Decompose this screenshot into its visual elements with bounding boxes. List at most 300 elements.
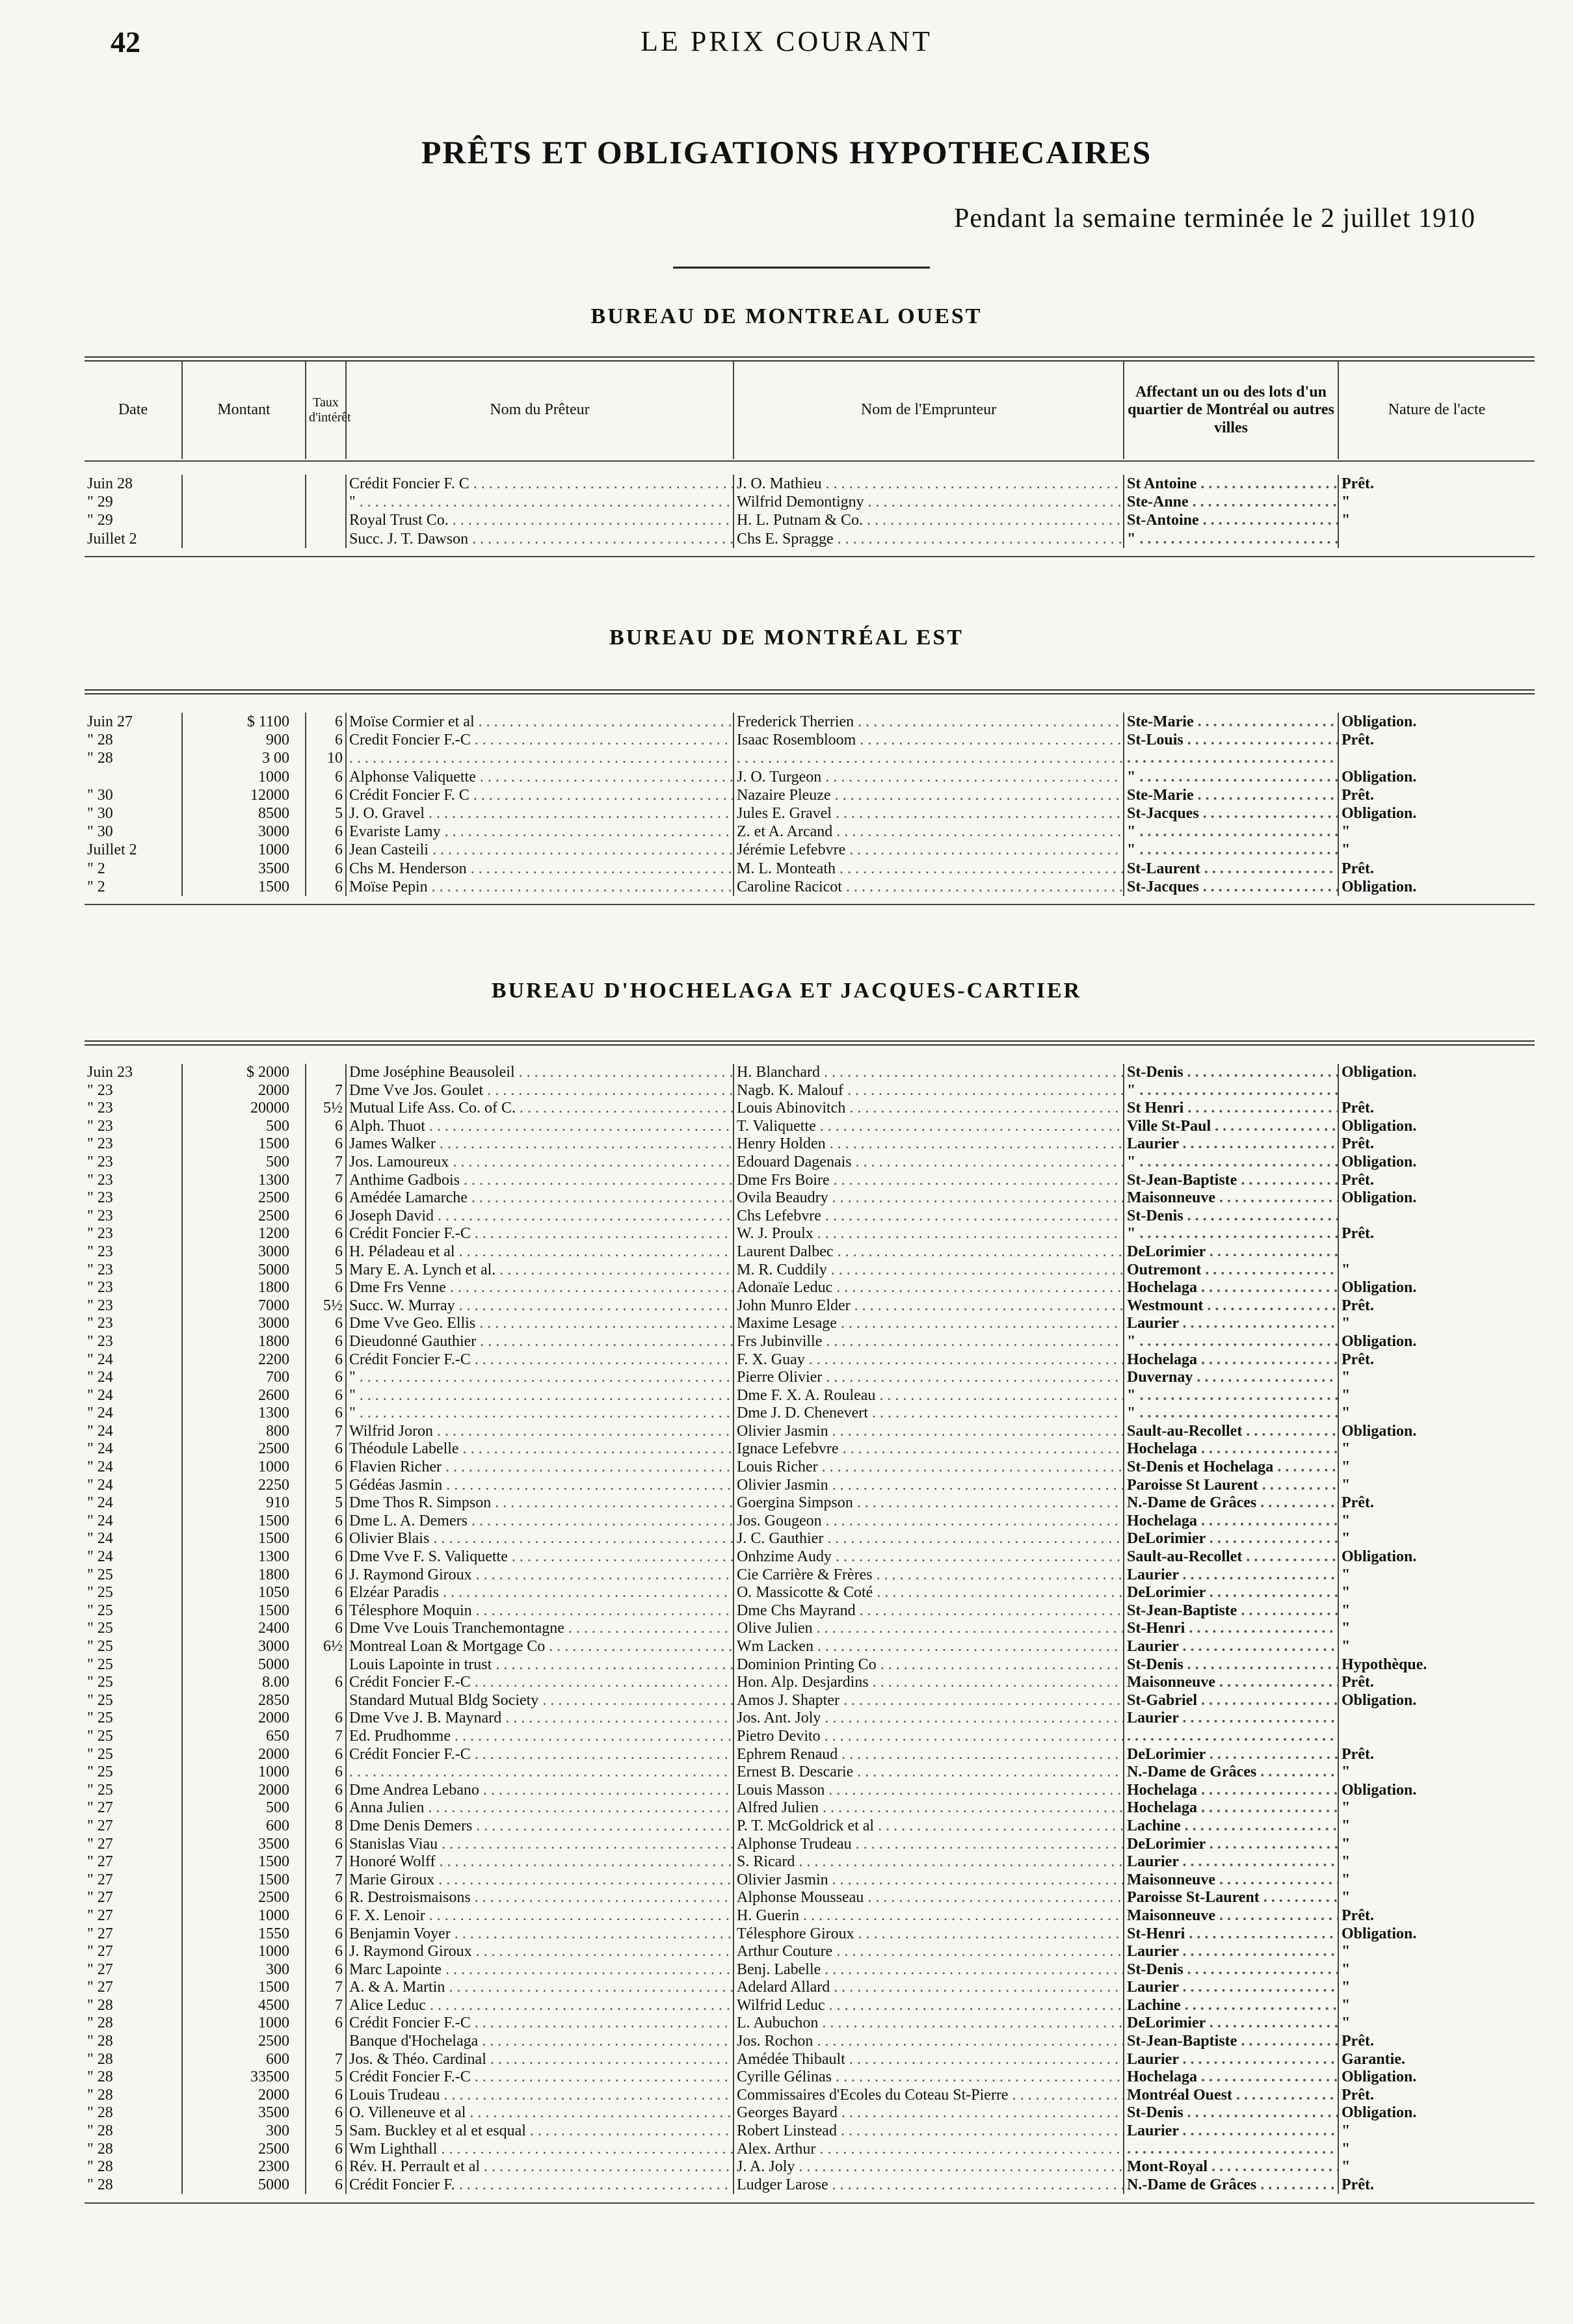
row-date: " 25 [87,1691,113,1709]
table-row [85,2051,1535,2069]
row-amount: 1800 [182,1279,306,1297]
row-lender: Gédéas Jasmin . . . [346,1477,734,1495]
row-lender: " . . . [346,1405,734,1423]
row-borrower: Alex. Arthur . . . [734,2141,1124,2159]
row-nature [1338,1728,1535,1746]
table-row [85,1154,1535,1172]
row-location: Laurier . . . [1124,1315,1338,1333]
row-amount: 2300 [182,2158,306,2176]
table-row [85,1064,1535,1082]
row-lender: Credit Foncier F.-C . . . [346,731,734,749]
row-date: Juin 27 [87,713,133,730]
row-date: " 27 [87,1889,113,1907]
row-nature: Prêt. [1338,1351,1535,1369]
table-row [85,475,1535,493]
row-amount: 2600 [182,1387,306,1405]
row-lender: Crédit Foncier F. C . . . [346,786,734,804]
row-lender: Benjamin Voyer . . . [346,1925,734,1944]
row-lender: Dme L. A. Demers . . . [346,1512,734,1531]
table-row [85,1440,1535,1459]
row-date: " 27 [87,1871,113,1888]
row-date: " 27 [87,1817,113,1834]
row-location: Maisonneuve . . . [1124,1189,1338,1208]
row-borrower: Robert Linstead . . . [734,2122,1124,2141]
page-subtitle: Pendant la semaine terminée le 2 juillet 1910 [954,204,1475,233]
row-date: " 25 [87,1727,113,1745]
row-amount: 12000 [182,786,306,804]
row-lender: Marc Lapointe . . . [346,1961,734,1979]
row-nature [1338,1710,1535,1728]
row-date: " 29 [87,494,113,511]
row-borrower: M. L. Monteath . . . [734,860,1124,878]
row-date: " 23 [87,1279,113,1297]
row-date: " 27 [87,1961,113,1978]
row-lender: Marie Giroux . . . [346,1871,734,1890]
row-date: " 27 [87,1799,113,1817]
row-amount: 1500 [182,1853,306,1871]
row-rate: 6 [306,1746,346,1764]
row-date: Juin 23 [87,1064,133,1081]
row-rate [306,493,346,511]
row-nature: Obligation. [1338,2104,1535,2122]
row-borrower: L. Aubuchon . . . [734,2014,1124,2033]
row-rate: 7 [306,2051,346,2069]
row-date: " 23 [87,1297,113,1314]
row-nature: " [1338,1530,1535,1548]
row-borrower: Wm Lacken . . . [734,1638,1124,1656]
row-date: Juillet 2 [87,530,137,548]
row-nature: " [1338,823,1535,841]
row-location: Laurier . . . [1124,1638,1338,1656]
row-rate [306,1656,346,1674]
row-date: " 23 [87,1243,113,1260]
row-date [85,768,182,786]
row-date: " 25 [87,1566,113,1583]
section-title: BUREAU DE MONTRÉAL EST [609,626,964,650]
row-borrower: M. R. Cuddily . . . [734,1261,1124,1280]
row-nature: Obligation. [1338,1064,1535,1082]
row-nature: " [1338,2122,1535,2141]
row-borrower: Pierre Olivier . . . [734,1369,1124,1387]
row-rate: 7 [306,1154,346,1172]
row-amount [182,493,306,511]
row-location: DeLorimier . . . [1124,1530,1338,1548]
row-nature: Obligation. [1338,1925,1535,1944]
row-rate: 6 [306,1315,346,1333]
row-location [1124,2141,1338,2159]
row-date: " 23 [87,1225,113,1243]
row-amount: 7000 [182,1297,306,1315]
row-nature: " [1338,1440,1535,1459]
row-date: " 27 [87,1907,113,1924]
row-amount: 8500 [182,804,306,823]
row-borrower: Cyrille Gélinas . . . [734,2068,1124,2087]
row-lender: Dme Vve Geo. Ellis . . . [346,1315,734,1333]
row-nature: " [1338,2014,1535,2033]
row-lender: James Walker . . . [346,1135,734,1154]
row-lender: Moïse Pepin . . . [346,878,734,896]
row-lender: Dme Frs Venne . . . [346,1279,734,1297]
row-location: " . . . [1124,1154,1338,1172]
row-date: " 27 [87,1943,113,1961]
row-borrower: Jos. Rochon . . . [734,2033,1124,2051]
row-date: " 24 [87,1351,113,1368]
row-nature: Obligation. [1338,713,1535,731]
row-lender: J. Raymond Giroux . . . [346,1566,734,1585]
row-nature: " [1338,841,1535,859]
row-rate: 6 [306,2158,346,2176]
row-nature: Obligation. [1338,804,1535,823]
title-divider [673,267,930,269]
row-borrower: Alphonse Mousseau . . . [734,1889,1124,1907]
row-amount: 1000 [182,841,306,859]
row-nature: Obligation. [1338,1154,1535,1172]
row-borrower: Ephrem Renaud . . . [734,1746,1124,1764]
row-date: " 25 [87,1781,113,1799]
row-location: St-Jean-Baptiste . . . [1124,1172,1338,1190]
row-lender: " . . . [346,1369,734,1387]
row-borrower: Ernest B. Descarie . . . [734,1763,1124,1782]
table-row [85,1584,1535,1602]
row-amount: 1800 [182,1566,306,1585]
row-lender: Succ. J. T. Dawson . . . [346,530,734,548]
row-date: " 2 [87,878,105,895]
table-row [85,1979,1535,1997]
row-amount: 2000 [182,1782,306,1800]
row-location: St-Jean-Baptiste . . . [1124,1602,1338,1620]
row-location: St-Denis . . . [1124,1656,1338,1674]
row-amount: 1500 [182,1530,306,1548]
column-header-nature: Nature de l'acte [1338,362,1535,459]
column-header-date: Date [118,401,148,419]
row-location: St-Denis et Hochelaga . . . [1124,1459,1338,1477]
table-row [85,1082,1535,1100]
row-borrower: Olivier Jasmin . . . [734,1871,1124,1890]
row-date: " 24 [87,1369,113,1386]
row-date: " 24 [87,1405,113,1422]
row-date: " 25 [87,1710,113,1727]
table-row [85,1530,1535,1548]
row-location: Sault-au-Recollet . . . [1124,1423,1338,1441]
table-row [85,1208,1535,1226]
row-location: DeLorimier . . . [1124,1836,1338,1854]
row-nature: Prêt. [1338,2033,1535,2051]
row-date: " 28 [87,2122,113,2140]
row-lender: Louis Trudeau . . . [346,2087,734,2105]
row-borrower: Ludger Larose . . . [734,2176,1124,2195]
row-amount: 1000 [182,1907,306,1925]
row-lender: Alice Leduc . . . [346,1997,734,2015]
row-lender: Wm Lighthall . . . [346,2141,734,2159]
row-location: St-Laurent . . . [1124,860,1338,878]
row-rate: 6 [306,1387,346,1405]
row-nature: Prêt. [1338,1172,1535,1190]
row-date: " 25 [87,1602,113,1619]
row-rate: 10 [306,749,346,767]
row-nature: Prêt. [1338,1674,1535,1692]
row-date: " 28 [87,2014,113,2032]
row-rate: 6 [306,1907,346,1925]
row-date: " 23 [87,1081,113,1099]
row-date: " 28 [87,1996,113,2014]
row-rate: 8 [306,1817,346,1836]
row-amount: 1500 [182,1979,306,1997]
row-borrower: Nagb. K. Malouf . . . [734,1082,1124,1100]
row-nature: Obligation. [1338,2068,1535,2087]
row-lender: Anna Julien . . . [346,1799,734,1817]
row-location [1124,749,1338,767]
row-rate: 6 [306,1243,346,1261]
row-nature: Prêt. [1338,475,1535,493]
row-borrower: T. Valiquette . . . [734,1118,1124,1136]
row-nature [1338,749,1535,767]
row-lender: Royal Trust Co. . . . [346,511,734,529]
row-nature: Obligation. [1338,1333,1535,1351]
row-location: Laurier . . . [1124,1135,1338,1154]
row-rate: 6 [306,1620,346,1638]
row-lender: Jos. Lamoureux . . . [346,1154,734,1172]
row-location: Montréal Ouest . . . [1124,2087,1338,2105]
row-date: " 28 [87,750,113,767]
row-rate: 6 [306,1602,346,1620]
row-amount: 2000 [182,1746,306,1764]
row-amount: 910 [182,1494,306,1512]
table-row [85,749,1535,767]
row-amount: 3500 [182,860,306,878]
row-location: St-Henri . . . [1124,1620,1338,1638]
row-location: DeLorimier . . . [1124,1584,1338,1602]
row-rate: 7 [306,1082,346,1100]
row-location: Laurier . . . [1124,1853,1338,1871]
row-lender: Alph. Thuot . . . [346,1118,734,1136]
row-amount: 2250 [182,1477,306,1495]
row-amount: 3000 [182,1243,306,1261]
row-location: St-Henri . . . [1124,1925,1338,1944]
row-rate: 5 [306,1261,346,1280]
table-row [85,1351,1535,1369]
running-head: LE PRIX COURANT [641,25,932,57]
row-borrower: F. X. Guay . . . [734,1351,1124,1369]
row-location: St Henri . . . [1124,1100,1338,1118]
row-nature: " [1338,1405,1535,1423]
row-date: " 28 [87,2140,113,2158]
row-amount: 1200 [182,1225,306,1243]
entries-table [85,475,1535,548]
row-nature: " [1338,1584,1535,1602]
table-row [85,860,1535,878]
row-nature: Obligation. [1338,1548,1535,1566]
row-rate: 6 [306,1351,346,1369]
row-borrower: Onhzime Audy . . . [734,1548,1124,1566]
row-rate: 6 [306,1135,346,1154]
row-nature: " [1338,1369,1535,1387]
row-date: " 23 [87,1332,113,1350]
row-amount: 1000 [182,1763,306,1782]
row-location: Ste-Marie . . . [1124,786,1338,804]
table-row [85,1853,1535,1871]
row-date: " 23 [87,1315,113,1332]
table-row [85,1763,1535,1782]
row-nature: Obligation. [1338,1118,1535,1136]
row-location: St Antoine . . . [1124,475,1338,493]
row-rate: 6 [306,1836,346,1854]
row-nature: Prêt. [1338,1746,1535,1764]
row-borrower: J. C. Gauthier . . . [734,1530,1124,1548]
row-rate [306,1064,346,1082]
row-lender: Stanislas Viau . . . [346,1836,734,1854]
row-location: N.-Dame de Grâces . . . [1124,1494,1338,1512]
row-nature: " [1338,1638,1535,1656]
row-rate: 6 [306,1566,346,1585]
row-nature: Obligation. [1338,1423,1535,1441]
row-date: " 24 [87,1422,113,1440]
row-borrower: Dominion Printing Co . . . [734,1656,1124,1674]
row-amount: 2000 [182,1710,306,1728]
row-date: " 24 [87,1512,113,1529]
table-row [85,1225,1535,1243]
row-rate: 6 [306,1333,346,1351]
table-row [85,841,1535,859]
row-nature: Prêt. [1338,860,1535,878]
row-amount: 2500 [182,1440,306,1459]
row-date: " 28 [87,2050,113,2068]
table-row [85,768,1535,786]
row-amount: 2400 [182,1620,306,1638]
table-row [85,1405,1535,1423]
row-rate: 6 [306,1512,346,1531]
row-nature: " [1338,2158,1535,2176]
row-lender: Succ. W. Murray . . . [346,1297,734,1315]
row-amount: 300 [182,1961,306,1979]
table-row [85,1459,1535,1477]
row-location: " . . . [1124,841,1338,859]
row-nature: " [1338,1602,1535,1620]
row-amount: 500 [182,1118,306,1136]
row-borrower: Olive Julien . . . [734,1620,1124,1638]
row-borrower: Amédée Thibault . . . [734,2051,1124,2069]
row-lender: Olivier Blais . . . [346,1530,734,1548]
table-row [85,1548,1535,1566]
row-location: Paroisse St Laurent . . . [1124,1477,1338,1495]
row-amount: 5000 [182,1656,306,1674]
row-amount [182,475,306,493]
row-borrower [734,749,1124,767]
row-date: " 25 [87,1584,113,1602]
row-lender: O. Villeneuve et al . . . [346,2104,734,2122]
table-row [85,731,1535,749]
row-date: " 30 [87,823,113,841]
row-location: DeLorimier . . . [1124,2014,1338,2033]
row-borrower: Edouard Dagenais . . . [734,1154,1124,1172]
row-amount: $ 1100 [182,713,306,731]
row-date: " 27 [87,1979,113,1996]
row-date: " 24 [87,1440,113,1458]
row-rate [306,475,346,493]
row-date: " 27 [87,1925,113,1942]
row-location: " . . . [1124,768,1338,786]
row-date: Juin 28 [87,475,133,492]
row-location: Hochelaga . . . [1124,1440,1338,1459]
row-nature: " [1338,511,1535,529]
row-nature: Obligation. [1338,1782,1535,1800]
section-title: BUREAU D'HOCHELAGA ET JACQUES-CARTIER [491,979,1082,1003]
row-location: St-Jacques . . . [1124,804,1338,823]
row-rate: 6 [306,768,346,786]
row-lender: Télesphore Moquin . . . [346,1602,734,1620]
row-amount: 650 [182,1728,306,1746]
table-row [85,1656,1535,1674]
row-nature: " [1338,2141,1535,2159]
row-amount [182,530,306,548]
row-rate: 6 [306,1530,346,1548]
row-lender: Montreal Loan & Mortgage Co . . . [346,1638,734,1656]
row-rate: 6 [306,1961,346,1979]
row-lender: Dme Andrea Lebano . . . [346,1782,734,1800]
row-amount: 2500 [182,2141,306,2159]
row-rate: 5 [306,804,346,823]
row-nature: " [1338,1817,1535,1836]
row-date: " 23 [87,1207,113,1224]
row-location: Laurier . . . [1124,2122,1338,2141]
row-location: " . . . [1124,1082,1338,1100]
row-location: Laurier . . . [1124,1566,1338,1585]
row-nature: " [1338,1889,1535,1907]
row-nature [1338,530,1535,548]
row-lender: Moïse Cormier et al . . . [346,713,734,731]
row-date: " 2 [87,860,105,877]
row-amount: 3 00 [182,749,306,767]
row-location: " . . . [1124,1387,1338,1405]
row-nature: Obligation. [1338,878,1535,896]
section-bottom-rule [85,2202,1535,2204]
row-rate: 6½ [306,1638,346,1656]
row-location: Westmount . . . [1124,1297,1338,1315]
section-rule [85,356,1535,362]
row-nature: Prêt. [1338,2176,1535,2195]
row-nature: " [1338,1871,1535,1890]
row-lender: Banque d'Hochelaga . . . [346,2033,734,2051]
row-location: " . . . [1124,1225,1338,1243]
table-row [85,1118,1535,1136]
section-rule [85,1040,1535,1046]
table-row [85,1638,1535,1656]
row-date: " 30 [87,805,113,823]
table-row [85,878,1535,896]
row-amount: 600 [182,1817,306,1836]
row-rate: 6 [306,1925,346,1944]
row-nature: " [1338,1261,1535,1280]
row-location: Maisonneuve . . . [1124,1674,1338,1692]
row-location [1124,1728,1338,1746]
row-lender: Dme Denis Demers . . . [346,1817,734,1836]
row-location: Maisonneuve . . . [1124,1871,1338,1890]
row-amount: 300 [182,2122,306,2141]
row-rate: 6 [306,1225,346,1243]
row-nature: Obligation. [1338,1189,1535,1208]
table-row [85,511,1535,529]
row-rate: 6 [306,2141,346,2159]
row-amount: 1300 [182,1405,306,1423]
table-row [85,1674,1535,1692]
row-date: " 24 [87,1386,113,1404]
column-header-emprunteur: Nom de l'Emprunteur [734,362,1124,459]
row-borrower: Caroline Racicot . . . [734,878,1124,896]
row-rate: 6 [306,841,346,859]
row-nature: Obligation. [1338,1692,1535,1710]
row-lender: Ed. Prudhomme . . . [346,1728,734,1746]
row-borrower: Commissaires d'Ecoles du Coteau St-Pierre . . . [734,2087,1124,2105]
row-location: St-Jacques . . . [1124,878,1338,896]
